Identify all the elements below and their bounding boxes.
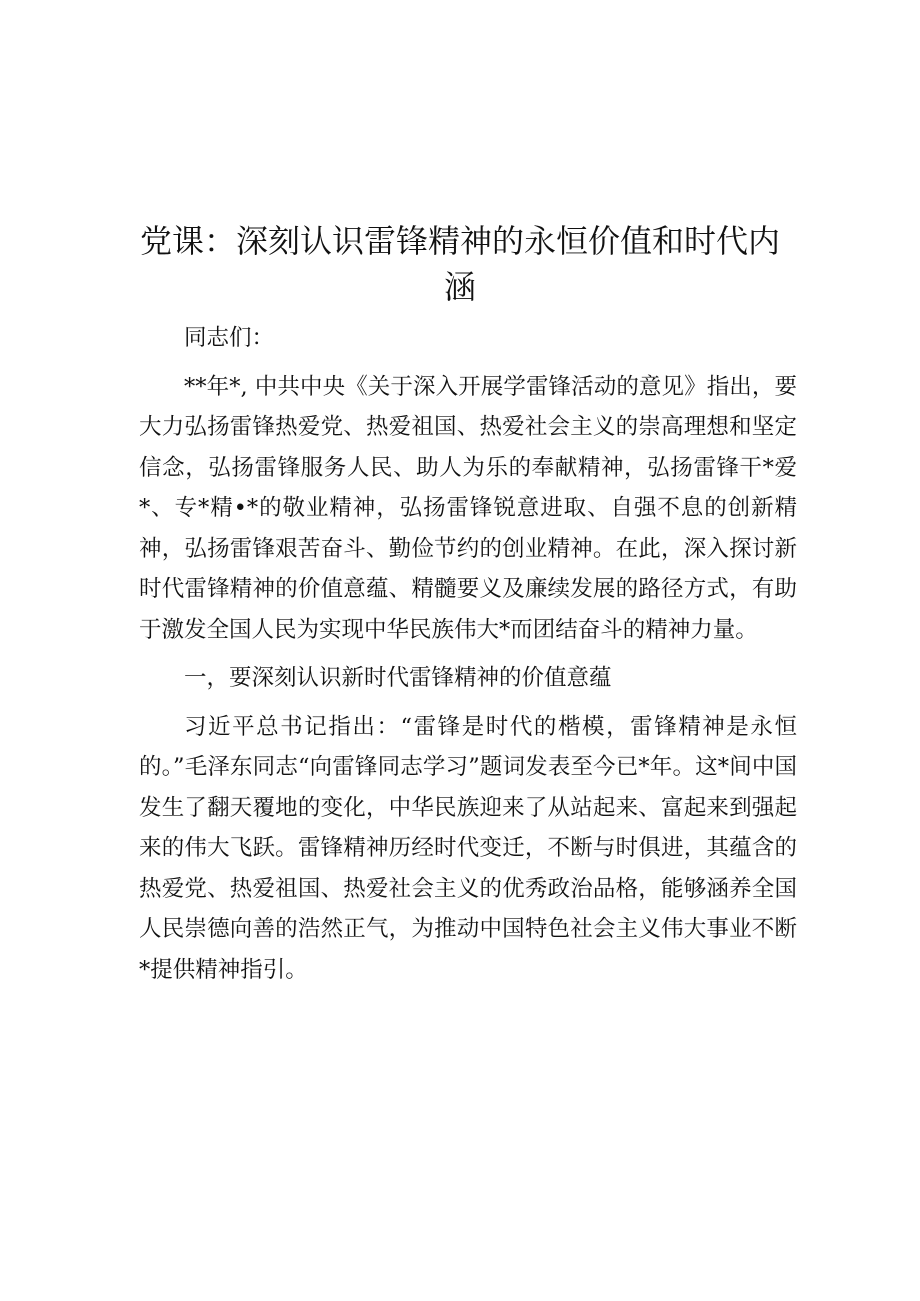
section-heading: 一，要深刻认识新时代雷锋精神的价值意蕴	[184, 665, 612, 691]
greeting: 同志们：	[184, 325, 275, 351]
paragraph-intro: **年*, 中共中央《关于深入开展学雷锋活动的意见》指出，要大力弘扬雷锋热爱党、热爱祖国、热爱社会主义的崇高理想和坚定信念，弘扬雷锋服务人民、助人为乐的奉献精神，弘扬雷锋干*爱*、专*精•*的敬业精神，弘扬雷锋锐意进取、自强不息的创新精神，弘扬雷锋艰苦奋斗、勤俭节约的创业精神。在此，深入探讨新时代雷锋精神的价值意蕴、精髓要义及廉续发展的路径方式，有助于激发全国人民为实现中华民族伟大*而团结奋斗的精神力量。	[139, 373, 797, 643]
document-title: 党课：深刻认识雷锋精神的永恒价值和时代内涵	[140, 222, 781, 306]
document-body	[139, 318, 797, 998]
paragraph-section-1: 习近平总书记指出：“雷锋是时代的楷模，雷锋精神是永恒的。”毛泽东同志“向雷锋同志学习”题词发表至今已*年。这*间中国发生了翻天覆地的变化，中华民族迎来了从站起来、富起来到强起来的伟大飞跃。雷锋精神历经时代变迁，不断与时俱进，其蕴含的热爱党、热爱祖国、热爱社会主义的优秀政治品格，能够涵养全国人民崇德向善的浩然正气，为推动中国特色社会主义伟大事业不断*提供精神指引。	[139, 713, 797, 983]
